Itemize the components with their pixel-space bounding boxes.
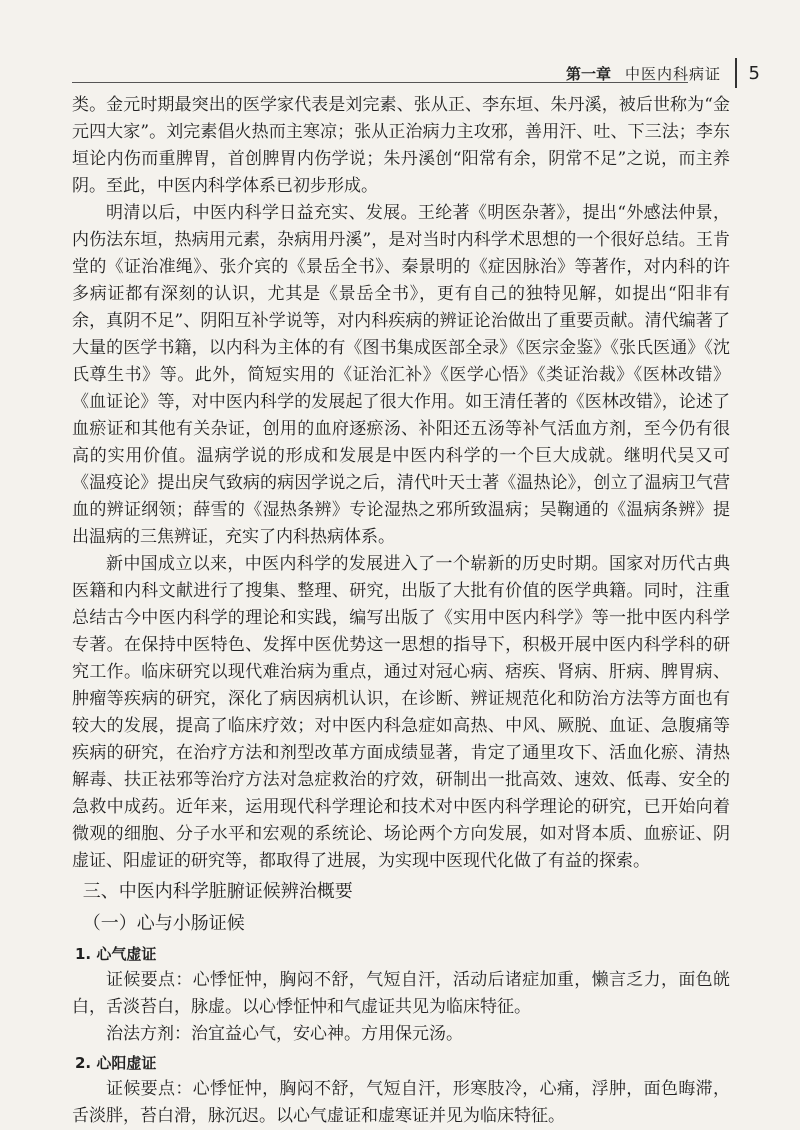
- syndrome-points-heart-qi: 证候要点：心悸怔忡，胸闷不舒，气短自汗，活动后诸症加重，懒言乏力，面色㿠白，舌淡苔白，脉虚。以心悸怔忡和气虚证共见为临床特征。: [72, 970, 730, 1017]
- item-heading-heart-qi-deficiency: 1. 心气虚证: [75, 945, 157, 963]
- running-head: [566, 58, 760, 88]
- item-heading-heart-yang-deficiency: 2. 心阳虚证: [75, 1054, 157, 1072]
- header-divider: [735, 58, 737, 88]
- paragraph-3: 新中国成立以来，中医内科学的发展进入了一个崭新的历史时期。国家对历代古典医籍和内科文献进行了搜集、整理、研究，出版了大批有价值的医学典籍。同时，注重总结古今中医内科学的理论和实践，编写出版了《实用中医内科学》等一批中医内科学专著。在保持中医特色、发挥中医优势这一思想的指导下，积极开展中医内科学科的研究工作。临床研究以现代难治病为重点，通过对冠心病、痞疾、肾病、肝病、脾胃病、肿瘤等疾病的研究，深化了病因病机认识，在诊断、辨证规范化和防治方法等方面也有较大的发展，提高了临床疗效；对中医内科急症如高热、中风、厥脱、血证、急腹痛等疾病的研究，在治疗方法和剂型改革方面成绩显著，肯定了通里攻下、活血化瘀、清热解毒、扶正祛邪等治疗方法对急症救治的疗效，研制出一批高效、速效、低毒、安全的急救中成药。近年来，运用现代科学理论和技术对中医内科学理论的研究，已开始向着微观的细胞、分子水平和宏观的系统论、场论两个方向发展，如对肾本质、血瘀证、阴虚证、阳虚证的研究等，都取得了进展，为实现中医现代化做了有益的探索。: [72, 554, 730, 871]
- page-number: 5: [748, 62, 760, 84]
- paragraph-2: 明清以后，中医内科学日益充实、发展。王纶著《明医杂著》，提出“外感法仲景，内伤法东垣，热病用元素，杂病用丹溪”，是对当时内科学术思想的一个很好总结。王肯堂的《证治准绳》、张介宾的《景岳全书》、秦景明的《症因脉治》等著作，对内科的许多病证都有深刻的认识，尤其是《景岳全书》，更有自己的独特见解，如提出“阳非有余，真阴不足”、阴阳互补学说等，对内科疾病的辨证论治做出了重要贡献。清代编著了大量的医学书籍，以内科为主体的有《图书集成医部全录》《医宗金鉴》《张氏医通》《沈氏尊生书》等。此外，简短实用的《证治汇补》《医学心悟》《类证治裁》《医林改错》《血证论》等，对中医内科学的发展起了很大作用。如王清任著的《医林改错》，论述了血瘀证和其他有关杂证，创用的血府逐瘀汤、补阳还五汤等补气活血方剂，至今仍有很高的实用价值。温病学说的形成和发展是中医内科学的一个巨大成就。继明代吴又可《温疫论》提出戾气致病的病因学说之后，清代叶天士著《温热论》，创立了温病卫气营血的辨证纲领；薛雪的《湿热条辨》专论湿热之邪所致温病；吴鞠通的《温病条辨》提出温病的三焦辨证，充实了内科热病体系。: [72, 203, 730, 547]
- section-heading: 三、中医内科学脏腑证候辨治概要: [82, 881, 353, 902]
- paragraph-1: 类。金元时期最突出的医学家代表是刘完素、张从正、李东垣、朱丹溪，被后世称为“金元四大家”。刘完素倡火热而主寒凉；张从正治病力主攻邪，善用汗、吐、下三法；李东垣论内伤而重脾胃，首创脾胃内伤学说；朱丹溪创“阳常有余，阴常不足”之说，而主养阴。至此，中医内科学体系已初步形成。: [72, 95, 730, 196]
- header-rule: [72, 82, 688, 83]
- syndrome-points-heart-yang: 证候要点：心悸怔忡，胸闷不舒，气短自汗，形寒肢冷，心痛，浮肿，面色晦滞，舌淡胖，苔白滑，脉沉迟。以心气虚证和虚寒证并见为临床特征。: [72, 1079, 730, 1126]
- subsection-heading: （一）心与小肠证候: [82, 913, 245, 934]
- chapter-title: 中医内科病证: [625, 64, 722, 83]
- treatment-heart-qi: 治法方剂：治宜益心气，安心神。方用保元汤。: [106, 1024, 463, 1044]
- chapter-label: 第一章: [566, 64, 612, 83]
- page-body: [72, 92, 730, 1130]
